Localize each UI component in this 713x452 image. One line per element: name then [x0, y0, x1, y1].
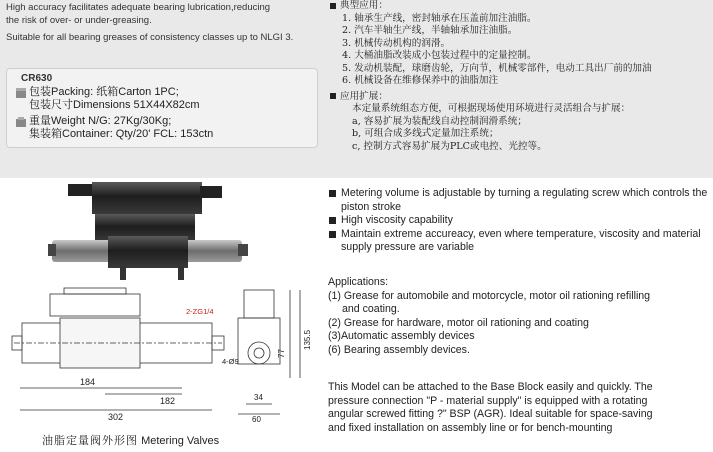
valve-photo — [48, 182, 248, 280]
dim-60: 60 — [252, 415, 261, 424]
feature-item: Maintain extreme accureacy, even where temperature, viscosity and material supply pressure are variable — [328, 228, 708, 255]
container-text: 集装箱Container: Qty/20' FCL: 153ctn — [29, 128, 214, 140]
expand-title: 应用扩展： — [340, 90, 388, 102]
applications-list — [328, 276, 708, 357]
application-item: (1) Grease for automobile and motorcycle, motor oil rationing refilling — [328, 289, 651, 302]
feature-item: Metering volume is adjustable by turning a regulating screw which controls the piston stroke — [328, 187, 708, 214]
intro-text — [6, 2, 324, 45]
intro-line-2: the risk of over- or under-greasing. — [6, 14, 152, 26]
expand-intro: 本定量系统组态方便，可根据现场使用环境进行灵活组合与扩展： — [352, 103, 631, 114]
note-line: and fixed installation on assembly line or for bench-mounting — [328, 421, 613, 434]
expand-item: c, 控制方式容易扩展为PLC或电控、光控等。 — [352, 140, 547, 152]
drawing-caption — [42, 432, 219, 448]
dim-184: 184 — [80, 377, 96, 387]
dim-302: 302 — [108, 412, 124, 422]
dim-34: 34 — [254, 393, 263, 402]
dimensions-text: 包装尺寸Dimensions 51X44X82cm — [29, 99, 200, 111]
intro-line-3: Suitable for all bearing greases of consistency classes up to NLGI 3. — [6, 32, 294, 43]
model-number: CR630 — [21, 73, 53, 84]
dim-182: 182 — [160, 396, 176, 406]
feature-item: High viscosity capability — [328, 214, 708, 228]
typical-item: 4. 大桶油脂改装成小包装过程中的定量控制。 — [342, 50, 537, 61]
features-list — [328, 187, 708, 255]
application-item: and coating. — [342, 303, 400, 315]
bullet-icon — [330, 93, 336, 99]
note-line: angular screwed fitting ?" BSP (AGR). Ideal suitable for space-saving — [328, 408, 653, 420]
spec-box — [6, 68, 318, 148]
dim-zg: 2-ZG1/4 — [186, 307, 214, 316]
typical-item: 2. 汽车半轴生产线，半轴轴承加注油脂。 — [342, 25, 518, 36]
package-icon — [15, 87, 27, 99]
dim-77: 77 — [277, 349, 286, 358]
expand-item: b, 可组合成多线式定量加注系统； — [352, 128, 499, 139]
side-view-drawing — [238, 290, 300, 414]
application-item: (3)Automatic assembly devices — [328, 330, 475, 342]
application-item: (6) Bearing assembly devices. — [328, 343, 470, 356]
intro-line-1: High accuracy facilitates adequate bearing lubrication,reducing — [6, 2, 271, 13]
dim-135: 135.5 — [303, 329, 312, 350]
packing-text: 包装Packing: 纸箱Carton 1PC; — [29, 86, 179, 98]
typical-item: 1. 轴承生产线，密封轴承在压盖前加注油脂。 — [342, 12, 537, 24]
note-line: This Model can be attached to the Base Block easily and quickly. The — [328, 381, 653, 393]
weight-text: 重量Weight N/G: 27Kg/30Kg; — [29, 115, 172, 127]
expand-item: a, 容易扩展为装配线自动控制润滑系统； — [352, 115, 527, 127]
caption-cn: 油脂定量阀外形图 — [42, 434, 138, 447]
typical-item: 3. 机械传动机构的润滑。 — [342, 37, 451, 49]
typical-item: 5. 发动机装配，球磨齿轮，万向节，机械零部件，电动工具出厂前的加油 — [342, 62, 652, 74]
typical-title: 典型应用： — [340, 0, 388, 11]
weight-icon — [15, 116, 27, 128]
typical-item: 6. 机械设备在维修保养中的油脂加注 — [342, 75, 499, 86]
metering-valve-illustration — [0, 178, 325, 452]
model-note — [328, 381, 708, 435]
typical-applications-cn — [330, 0, 710, 153]
note-line: pressure connection "P - material supply" is equipped with a rotating — [328, 394, 648, 407]
applications-title: Applications: — [328, 276, 389, 288]
caption-en: Metering Valves — [141, 435, 220, 447]
product-drawing — [0, 178, 325, 452]
application-item: (2) Grease for hardware, motor oil rationing and coating — [328, 316, 589, 329]
bullet-icon — [330, 3, 336, 9]
dim-phi: 4-Ø9 — [222, 357, 239, 366]
